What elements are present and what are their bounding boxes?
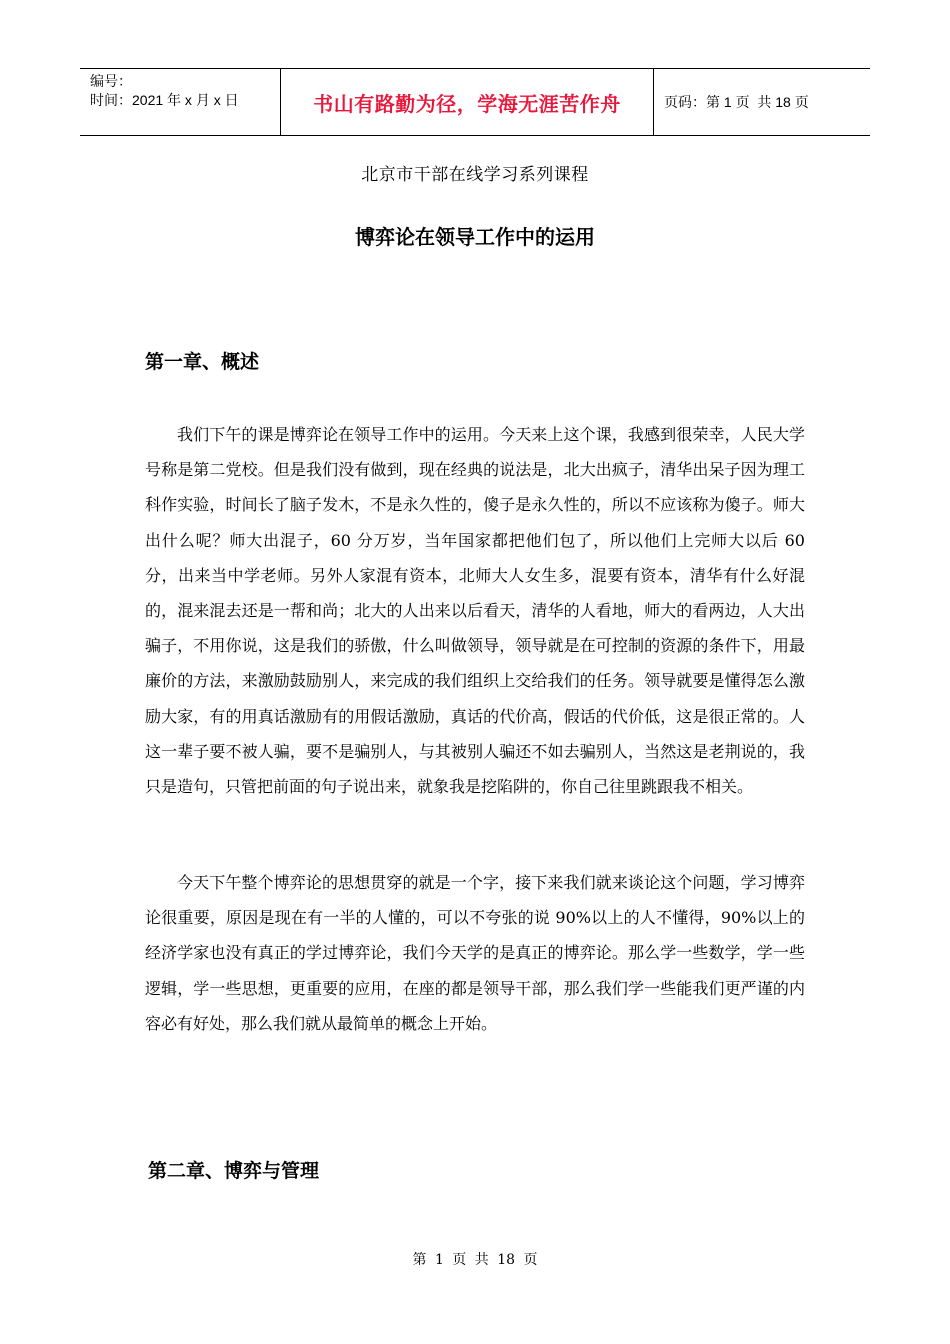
number-label: 编号： — [90, 73, 132, 89]
page-footer: 第 1 页 共 18 页 — [412, 1252, 538, 1268]
header-page-info: 页码：第 1 页 共 18 页 — [664, 94, 809, 110]
header-table — [80, 68, 870, 136]
date-label: 时间：2021 年 x 月 x 日 — [90, 92, 239, 108]
document-title: 博弈论在领导工作中的运用 — [355, 225, 595, 249]
chapter-1-paragraph-1: 我们下午的课是博弈论在领导工作中的运用。今天来上这个课，我感到很荣幸，人民大学号称是第二党校。但是我们没有做到，现在经典的说法是，北大出疯子，清华出呆子因为理工科作实验，时间长了脑子发木，不是永久性的，傻子是永久性的，所以不应该称为傻子。师大出什么呢？师大出混子，60 分万岁，当年国家都把他们包了，所以他们上完师大以后 60 分，出来当中学老师。另外人家混有资本，北师大人女生多，混要有资本，清华有什么好混的，混来混去还是一帮和尚；北大的人出来以后看天，清华的人看地，师大的看两边，人大出骗子，不用你说，这是我们的骄傲，什么叫做领导，领导就是在可控制的资源的条件下，用最廉价的方法，来激励鼓励别人，来完成的我们组织上交给我们的任务。领导就要是懂得怎么激励大家，有的用真话激励有的用假话激励，真话的代价高，假话的代价低，这是很正常的。人这一辈子要不被人骗，要不是骗别人，与其被别人骗还不如去骗别人，当然这是老荆说的，我只是造句，只管把前面的句子说出来，就象我是挖陷阱的，你自己往里跳跟我不相关。 — [145, 425, 805, 797]
chapter-1-paragraph-2: 今天下午整个博弈论的思想贯穿的就是一个字，接下来我们就来谈论这个问题，学习博弈论很重要，原因是现在有一半的人懂的，可以不夸张的说 90%以上的人不懂得，90%以上的经济学家也没有真正的学过博弈论，我们今天学的是真正的博弈论。那么学一些数学，学一些逻辑，学一些思想，更重要的应用，在座的都是领导干部，那么我们学一些能我们更严谨的内容必有好处，那么我们就从最简单的概念上开始。 — [145, 873, 805, 1033]
chapter-2-heading: 第二章、博弈与管理 — [148, 1160, 320, 1182]
header-motto: 书山有路勤为径，学海无涯苦作舟 — [281, 69, 654, 135]
chapter-1-heading: 第一章、概述 — [145, 351, 260, 373]
series-title: 北京市干部在线学习系列课程 — [361, 165, 589, 185]
header-meta-cell — [80, 69, 281, 135]
